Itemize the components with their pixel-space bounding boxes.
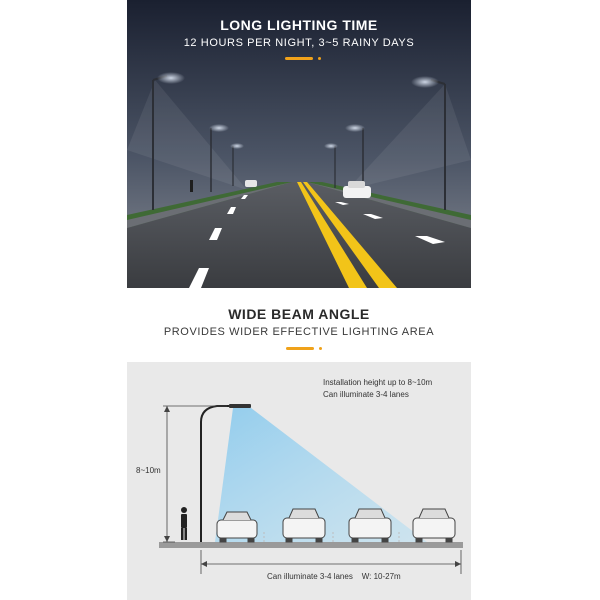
night-street-image [127,0,471,288]
beam-angle-subtitle: PROVIDES WIDER EFFECTIVE LIGHTING AREA [163,326,435,338]
accent-divider [285,57,313,60]
width-caption: Can illuminate 3-4 lanes W: 10-27m [267,572,401,581]
install-note-line2: Can illuminate 3-4 lanes [323,390,409,399]
lighting-time-subtitle: 12 HOURS PER NIGHT, 3~5 RAINY DAYS [183,37,415,49]
beam-illustration [127,362,471,600]
lighting-time-title: LONG LIGHTING TIME [220,17,378,33]
height-label: 8~10m [136,466,161,475]
beam-angle-title: WIDE BEAM ANGLE [228,306,370,322]
install-note-line1: Installation height up to 8~10m [323,378,433,387]
accent-divider-2 [286,347,314,350]
beam-diagram [127,362,471,600]
accent-dot [318,57,321,60]
accent-dot-2 [319,347,322,350]
